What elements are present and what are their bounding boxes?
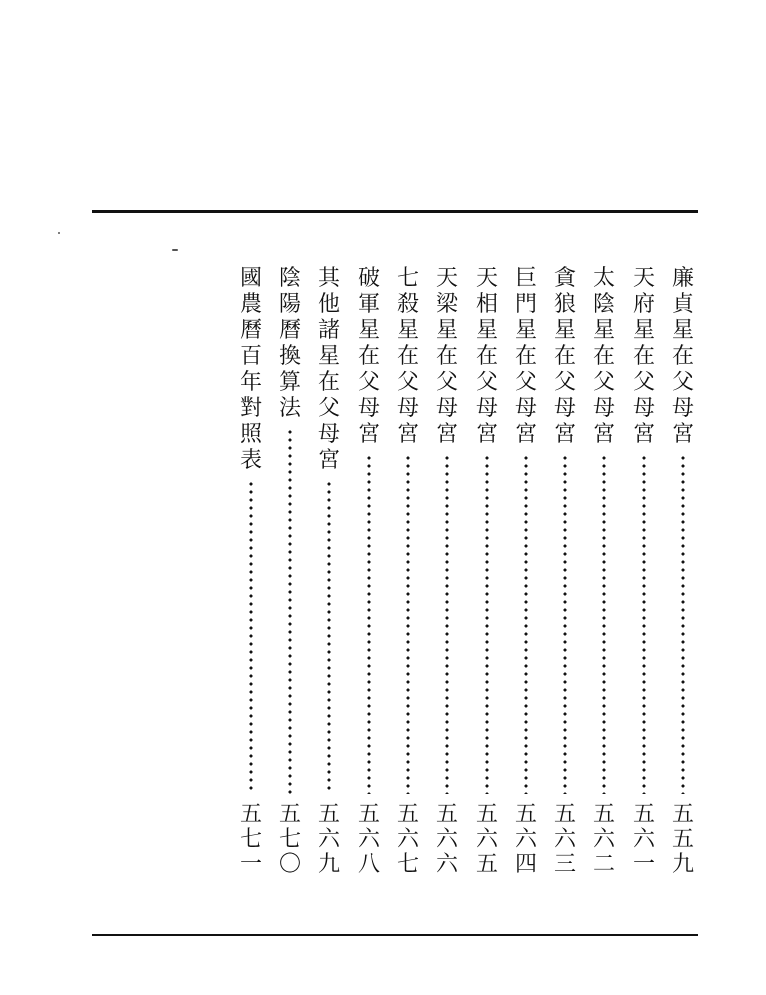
toc-entry-page-number: 五 六 三: [553, 802, 576, 877]
dot-leader: [249, 480, 253, 794]
toc-entry-page-number: 五 五 九: [671, 802, 694, 877]
dot-leader: [642, 454, 646, 794]
toc-entry-title: 天 相 星 在 父 母 宮: [475, 266, 498, 447]
toc-entry-title: 其 他 諸 星 在 父 母 宮: [317, 266, 340, 473]
toc-entry-title: 貪 狼 星 在 父 母 宮: [553, 266, 576, 447]
toc-entry-title: 七 殺 星 在 父 母 宮: [396, 266, 419, 447]
dot-leader: [288, 428, 292, 794]
dot-leader: [367, 454, 371, 794]
toc-entry-title: 太 陰 星 在 父 母 宮: [592, 266, 615, 447]
toc-entry-page-number: 五 七 一: [239, 802, 262, 877]
toc-entry-page-number: 五 六 九: [317, 802, 340, 877]
dot-leader: [327, 480, 331, 794]
toc-entry-title: 天 府 星 在 父 母 宮: [632, 266, 655, 447]
dot-leader: [524, 454, 528, 794]
dot-leader: [563, 454, 567, 794]
toc-entry-page-number: 五 六 一: [632, 802, 655, 877]
toc-entry-page-number: 五 七 〇: [278, 802, 301, 877]
toc-entry-title: 陰 陽 曆 換 算 法: [278, 266, 301, 421]
toc-entry-page-number: 五 六 七: [396, 802, 419, 877]
dot-leader: [485, 454, 489, 794]
toc-entry-title: 廉 貞 星 在 父 母 宮: [671, 266, 694, 447]
dot-leader: [681, 454, 685, 794]
toc-entry-page-number: 五 六 五: [475, 802, 498, 877]
toc-entry-title: 巨 門 星 在 父 母 宮: [514, 266, 537, 447]
dot-leader: [602, 454, 606, 794]
dot-leader: [445, 454, 449, 794]
toc-entry-page-number: 五 六 八: [357, 802, 380, 877]
toc-entry-page-number: 五 六 四: [514, 802, 537, 877]
dot-leader: [406, 454, 410, 794]
toc-entry-page-number: 五 六 六: [435, 802, 458, 877]
toc-entry-title: 國 農 曆 百 年 對 照 表: [239, 266, 262, 473]
toc-entry-page-number: 五 六 二: [592, 802, 615, 877]
toc-entry-title: 破 軍 星 在 父 母 宮: [357, 266, 380, 447]
toc-entry-title: 天 梁 星 在 父 母 宮: [435, 266, 458, 447]
